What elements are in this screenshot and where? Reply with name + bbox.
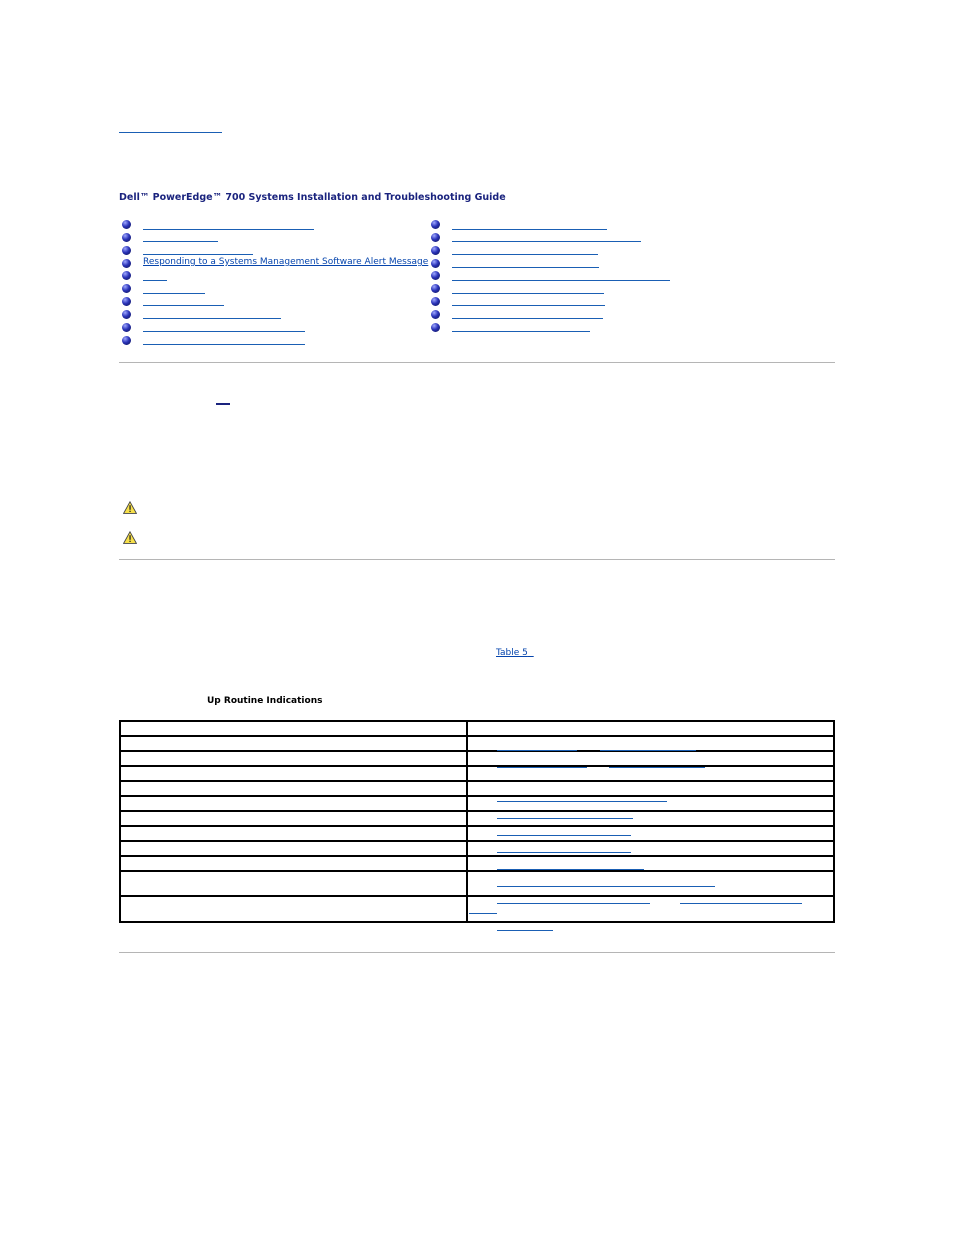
toc-link-r5[interactable] — [452, 270, 670, 281]
toc-link-r2[interactable] — [452, 231, 641, 242]
bullet-icon — [431, 271, 440, 280]
bullet-icon — [431, 310, 440, 319]
caution-icon — [123, 529, 137, 548]
bullet-icon — [431, 246, 440, 255]
toc-link-r7[interactable] — [452, 295, 605, 306]
bullet-icon — [122, 233, 131, 242]
bullet-icon — [122, 220, 131, 229]
table-cell-link[interactable] — [469, 913, 497, 914]
section-divider — [119, 559, 835, 560]
table-row — [120, 896, 834, 922]
toc-link-r8[interactable] — [452, 308, 603, 319]
back-to-contents-link[interactable] — [119, 122, 222, 133]
bullet-icon — [122, 310, 131, 319]
toc-link-r4[interactable] — [452, 257, 599, 268]
table-row — [120, 751, 834, 766]
section-divider — [119, 952, 835, 953]
page-title: Dell™ PowerEdge™ 700 Systems Installation and Troubleshooting Guide — [119, 192, 506, 203]
table-row — [120, 811, 834, 826]
section-divider — [119, 362, 835, 363]
toc-link-3[interactable] — [143, 244, 253, 255]
table-cell-link[interactable] — [497, 767, 587, 768]
toc-link-2[interactable] — [143, 231, 218, 242]
table-row — [120, 766, 834, 781]
table-reference-link[interactable]: Table 5 — [496, 648, 528, 658]
toc-link-6[interactable] — [143, 283, 205, 294]
bullet-icon — [431, 297, 440, 306]
table-cell-link[interactable] — [497, 801, 667, 802]
table-row — [120, 856, 834, 871]
table-cell-link[interactable] — [497, 750, 577, 751]
toc-link-9[interactable] — [143, 321, 305, 332]
table-row — [120, 736, 834, 751]
bullet-icon — [122, 336, 131, 345]
table-cell-link[interactable] — [497, 903, 650, 904]
table-cell-link[interactable] — [497, 930, 553, 931]
bullet-icon — [431, 220, 440, 229]
bullet-icon — [122, 284, 131, 293]
table-cell-link[interactable] — [497, 852, 631, 853]
table-header-row — [120, 721, 834, 736]
table-row — [120, 796, 834, 811]
toc-link-r9[interactable] — [452, 321, 590, 332]
bullet-icon — [122, 297, 131, 306]
toc-link-r6[interactable] — [452, 283, 604, 294]
bullet-icon — [431, 233, 440, 242]
table-cell-link[interactable] — [497, 818, 633, 819]
toc-link-r1[interactable] — [452, 219, 607, 230]
toc-link-7[interactable] — [143, 295, 224, 306]
toc-link-alert-message[interactable]: Responding to a Systems Management Software Alert Message — [143, 257, 429, 267]
toc-link-5[interactable] — [143, 270, 167, 281]
toc-link-1[interactable] — [143, 219, 314, 230]
bullet-icon — [122, 323, 131, 332]
bullet-icon — [122, 246, 131, 255]
table-cell-link[interactable] — [680, 903, 802, 904]
bullet-icon — [122, 271, 131, 280]
indications-table — [119, 720, 835, 923]
toc-link-8[interactable] — [143, 308, 281, 319]
table-caption: Up Routine Indications — [207, 696, 323, 706]
table-row — [120, 781, 834, 796]
table-cell-link[interactable] — [609, 767, 705, 768]
bullet-icon — [431, 284, 440, 293]
table-row — [120, 841, 834, 856]
table-cell-link[interactable] — [497, 886, 715, 887]
toc-link-10[interactable] — [143, 334, 305, 345]
bullet-icon — [431, 323, 440, 332]
section-heading-mark — [216, 403, 230, 405]
table-row — [120, 871, 834, 896]
toc-link-r3[interactable] — [452, 244, 598, 255]
table-cell-link[interactable] — [497, 869, 644, 870]
bullet-icon — [431, 259, 440, 268]
bullet-icon — [122, 259, 131, 268]
table-cell-link[interactable] — [497, 835, 631, 836]
caution-icon — [123, 499, 137, 518]
table-row — [120, 826, 834, 841]
table-cell-link[interactable] — [600, 750, 696, 751]
